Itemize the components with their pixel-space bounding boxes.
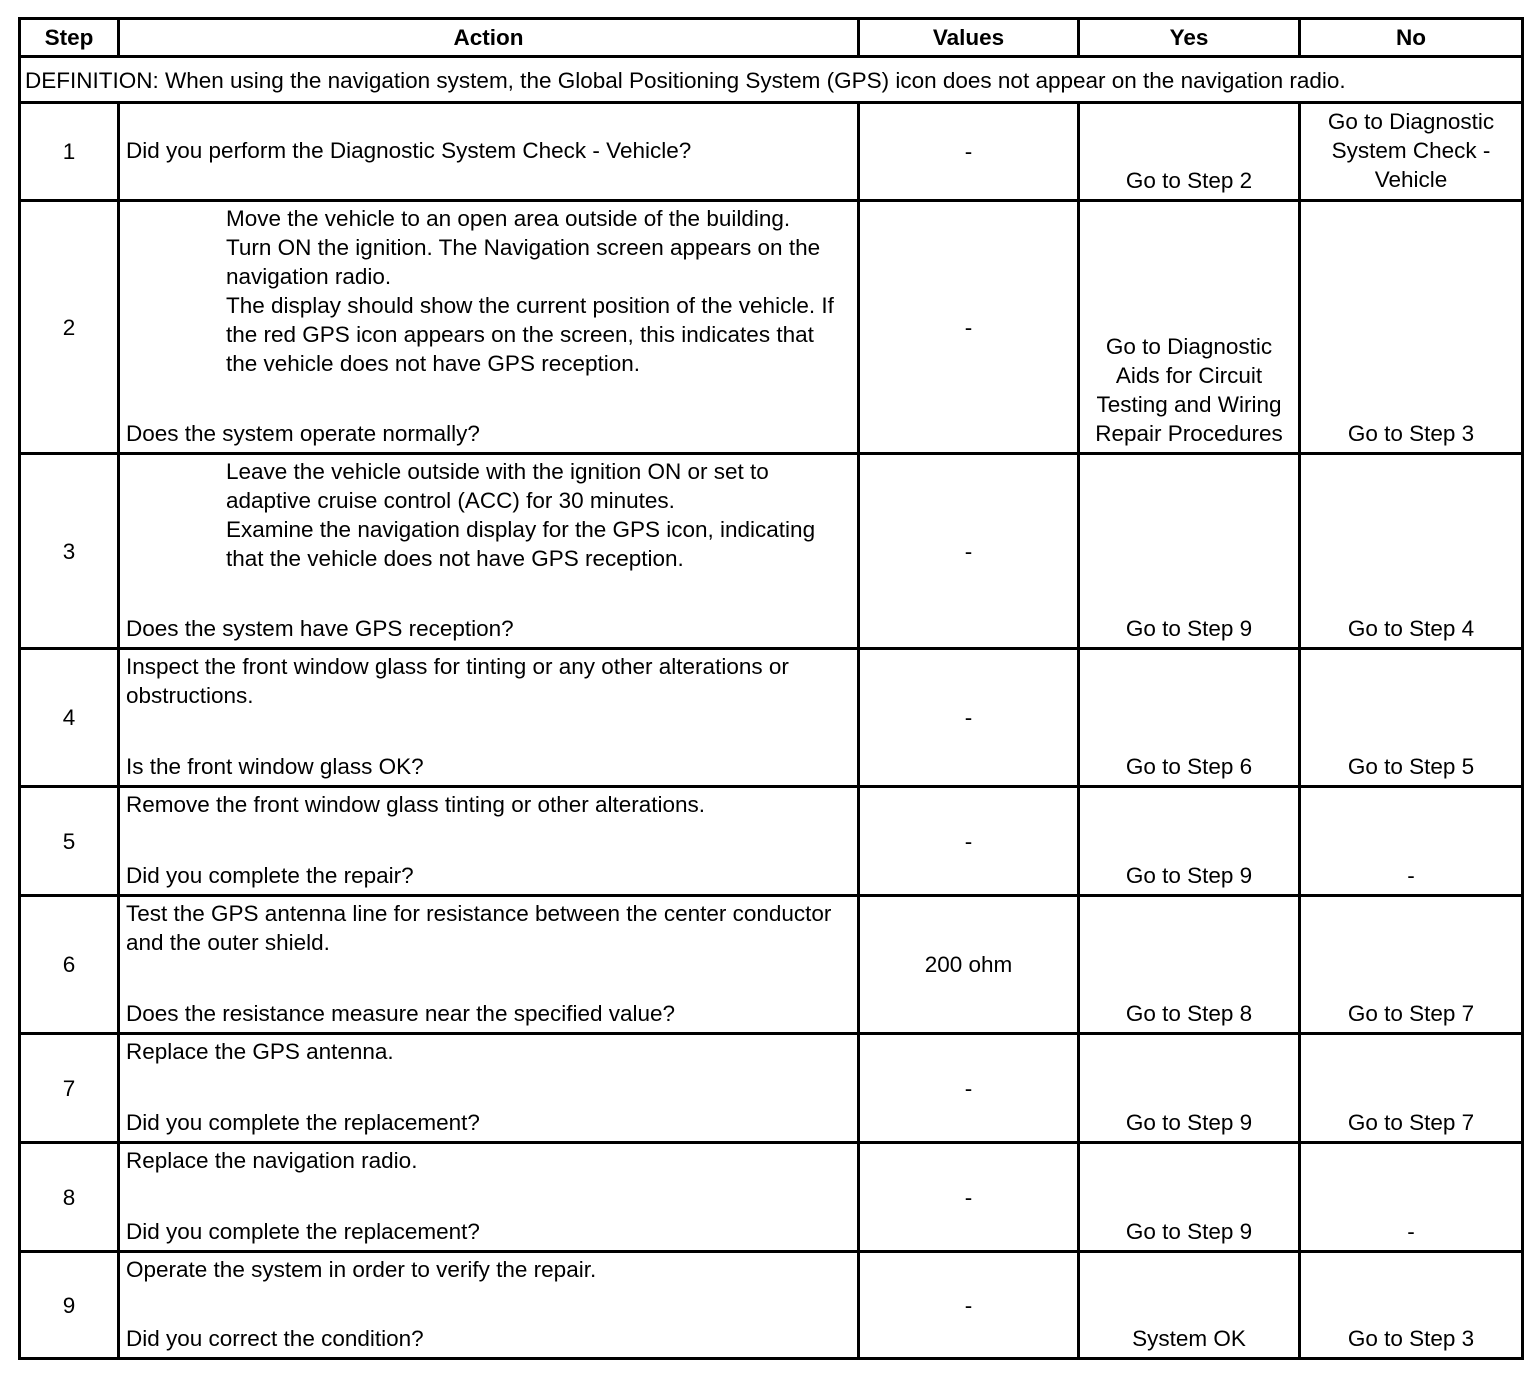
action-cell	[119, 787, 859, 896]
value-cell: -	[859, 1143, 1079, 1252]
action-instruction: Replace the GPS antenna.	[126, 1039, 394, 1064]
value-cell: 200 ohm	[859, 896, 1079, 1034]
step-number: 6	[20, 896, 119, 1034]
action-question: Did you complete the repair?	[126, 863, 414, 888]
action-cell	[119, 454, 859, 649]
step-number: 7	[20, 1034, 119, 1143]
header-values: Values	[859, 19, 1079, 57]
table-row	[20, 201, 1523, 454]
step-number: 4	[20, 649, 119, 787]
step-number: 3	[20, 454, 119, 649]
action-cell	[119, 1252, 859, 1359]
action-instruction: Test the GPS antenna line for resistance between the center conductor and the outer shield.	[126, 901, 832, 955]
yes-cell: Go to Diagnostic Aids for Circuit Testing and Wiring Repair Procedures	[1079, 201, 1300, 454]
header-step: Step	[20, 19, 119, 57]
action-instruction: Inspect the front window glass for tinting or any other alterations or obstructions.	[126, 654, 789, 708]
step-number: 9	[20, 1252, 119, 1359]
action-question: Did you perform the Diagnostic System Check - Vehicle?	[126, 138, 692, 163]
yes-cell: Go to Step 9	[1079, 787, 1300, 896]
value-cell: -	[859, 787, 1079, 896]
action-instruction: Move the vehicle to an open area outside of the building. Turn ON the ignition. The Navigation screen appears on the navigation radio. The display should show the current position of the vehicle. If the red GPS icon appears on the screen, this indicates that the vehicle does not have GPS reception.	[226, 206, 834, 376]
value-cell: -	[859, 201, 1079, 454]
action-question: Does the system operate normally?	[126, 421, 480, 446]
no-cell: Go to Step 7	[1300, 896, 1523, 1034]
table-row	[20, 896, 1523, 1034]
yes-cell: Go to Step 8	[1079, 896, 1300, 1034]
action-instruction: Replace the navigation radio.	[126, 1148, 418, 1173]
step-number: 8	[20, 1143, 119, 1252]
no-cell: -	[1300, 787, 1523, 896]
value-cell: -	[859, 103, 1079, 201]
yes-cell: Go to Step 6	[1079, 649, 1300, 787]
value-cell: -	[859, 649, 1079, 787]
step-number: 2	[20, 201, 119, 454]
table-row	[20, 103, 1523, 201]
header-yes: Yes	[1079, 19, 1300, 57]
value-cell: -	[859, 1034, 1079, 1143]
action-cell	[119, 103, 859, 201]
action-cell	[119, 649, 859, 787]
table-row	[20, 1143, 1523, 1252]
diagnostic-table	[18, 17, 1524, 1360]
action-cell	[119, 1034, 859, 1143]
action-cell	[119, 896, 859, 1034]
yes-cell: System OK	[1079, 1252, 1300, 1359]
action-question: Did you complete the replacement?	[126, 1219, 480, 1244]
value-cell: -	[859, 1252, 1079, 1359]
no-cell: Go to Step 4	[1300, 454, 1523, 649]
step-number: 5	[20, 787, 119, 896]
action-question: Is the front window glass OK?	[126, 754, 424, 779]
definition-row	[20, 57, 1523, 103]
action-instruction: Remove the front window glass tinting or other alterations.	[126, 792, 706, 817]
no-cell: -	[1300, 1143, 1523, 1252]
no-cell: Go to Step 5	[1300, 649, 1523, 787]
definition-text: DEFINITION: When using the navigation system, the Global Positioning System (GPS) icon does not appear on the navigation radio.	[20, 57, 1523, 103]
action-question: Did you correct the condition?	[126, 1326, 424, 1351]
action-question: Does the system have GPS reception?	[126, 616, 514, 641]
header-row	[20, 19, 1523, 57]
action-question: Did you complete the replacement?	[126, 1110, 480, 1135]
no-cell: Go to Step 3	[1300, 1252, 1523, 1359]
table-row	[20, 649, 1523, 787]
yes-cell: Go to Step 9	[1079, 454, 1300, 649]
yes-cell: Go to Step 9	[1079, 1143, 1300, 1252]
no-cell: Go to Step 3	[1300, 201, 1523, 454]
table-row	[20, 454, 1523, 649]
table-row	[20, 1034, 1523, 1143]
yes-cell: Go to Step 9	[1079, 1034, 1300, 1143]
yes-cell: Go to Step 2	[1079, 103, 1300, 201]
table-row	[20, 787, 1523, 896]
no-cell: Go to Diagnostic System Check - Vehicle	[1300, 103, 1523, 201]
action-cell	[119, 201, 859, 454]
action-question: Does the resistance measure near the specified value?	[126, 1001, 676, 1026]
no-cell: Go to Step 7	[1300, 1034, 1523, 1143]
table-row	[20, 1252, 1523, 1359]
action-cell	[119, 1143, 859, 1252]
step-number: 1	[20, 103, 119, 201]
header-no: No	[1300, 19, 1523, 57]
action-instruction: Leave the vehicle outside with the ignition ON or set to adaptive cruise control (ACC) for 30 minutes. Examine the navigation display for the GPS icon, indicating that the vehicle does not have GPS reception.	[226, 459, 816, 571]
action-instruction: Operate the system in order to verify the repair.	[126, 1257, 597, 1282]
header-action: Action	[119, 19, 859, 57]
value-cell: -	[859, 454, 1079, 649]
